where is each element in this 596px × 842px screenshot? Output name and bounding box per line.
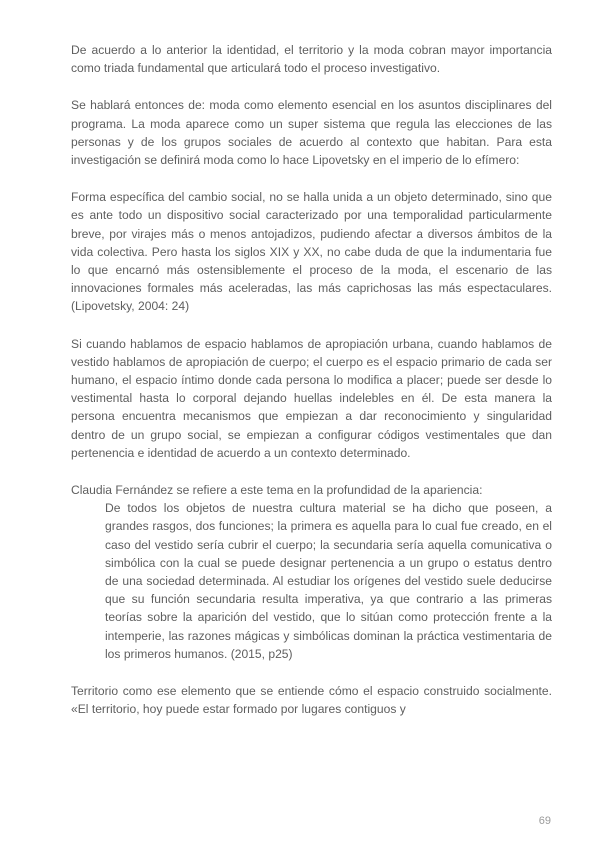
paragraph-body-space: Si cuando hablamos de espacio hablamos de apropiación urbana, cuando hablamos de vestido hablamos de apropiación de cuerpo; el cuerpo es el espacio primario de cada ser humano, el espacio íntimo donde cada persona lo modifica a placer; puede ser desde lo vestimental hasta lo corporal dejando huellas indelebles en él. De esta manera la persona encuentra mecanismos que empiezan a dar reconocimiento y singularidad dentro de un grupo social, se empiezan a configurar códigos vestimentales que dan pertenencia e identidad de acuerdo a un contexto determinado. — [71, 336, 552, 460]
paragraph-identity-territory-fashion: De acuerdo a lo anterior la identidad, el territorio y la moda cobran mayor importancia como triada fundamental que articulará todo el proceso investigativo. — [71, 43, 552, 76]
paragraph-fernandez-intro: Claudia Fernández se refiere a este tema en la profundidad de la apariencia: — [71, 483, 483, 498]
page-body — [71, 41, 552, 719]
paragraph-territory: Territorio como ese elemento que se entiende cómo el espacio construido socialmente. «El territorio, hoy puede estar formado por lugares contiguos y — [71, 684, 552, 717]
blockquote-fernandez: De todos los objetos de nuestra cultura material se ha dicho que poseen, a grandes rasgos, dos funciones; la primera es aquella para lo cual fue creado, en el caso del vestido sería cubrir el cuerpo; la secundaria sería aquella comunicativa o simbólica con la cual se puede designar pertenencia a un grupo o estatus dentro de una sociedad determinada. Al estudiar los orígenes del vestido suele deducirse que su función secundaria resulta imperativa, ya que contrario a las primeras teorías sobre la aparición del vestido, que lo sitúan como protección frente a la intemperie, las razones mágicas y simbólicas dominan la práctica vestimentaria de los primeros humanos. (2015, p25) — [105, 501, 552, 661]
page-number: 69 — [538, 815, 551, 827]
paragraph-fashion-definition-intro: Se hablará entonces de: moda como elemento esencial en los asuntos disciplinares del programa. La moda aparece como un super sistema que regula las elecciones de las personas y de los grupos sociales de acuerdo al contexto que habitan. Para esta investigación se definirá moda como lo hace Lipovetsky en el imperio de lo efímero: — [71, 98, 552, 168]
paragraph-lipovetsky-quote: Forma específica del cambio social, no se halla unida a un objeto determinado, sino que es ante todo un dispositivo social caracterizado por una temporalidad particularmente breve, por virajes más o menos antojadizos, pudiendo afectar a diversos ámbitos de la vida colectiva. Pero hasta los siglos XIX y XX, no cabe duda de que la indumentaria fue lo que encarnó más ostensiblemente el proceso de la moda, el escenario de las innovaciones formales más aceleradas, las más caprichosas las más espectaculares. (Lipovetsky, 2004: 24) — [71, 190, 552, 314]
